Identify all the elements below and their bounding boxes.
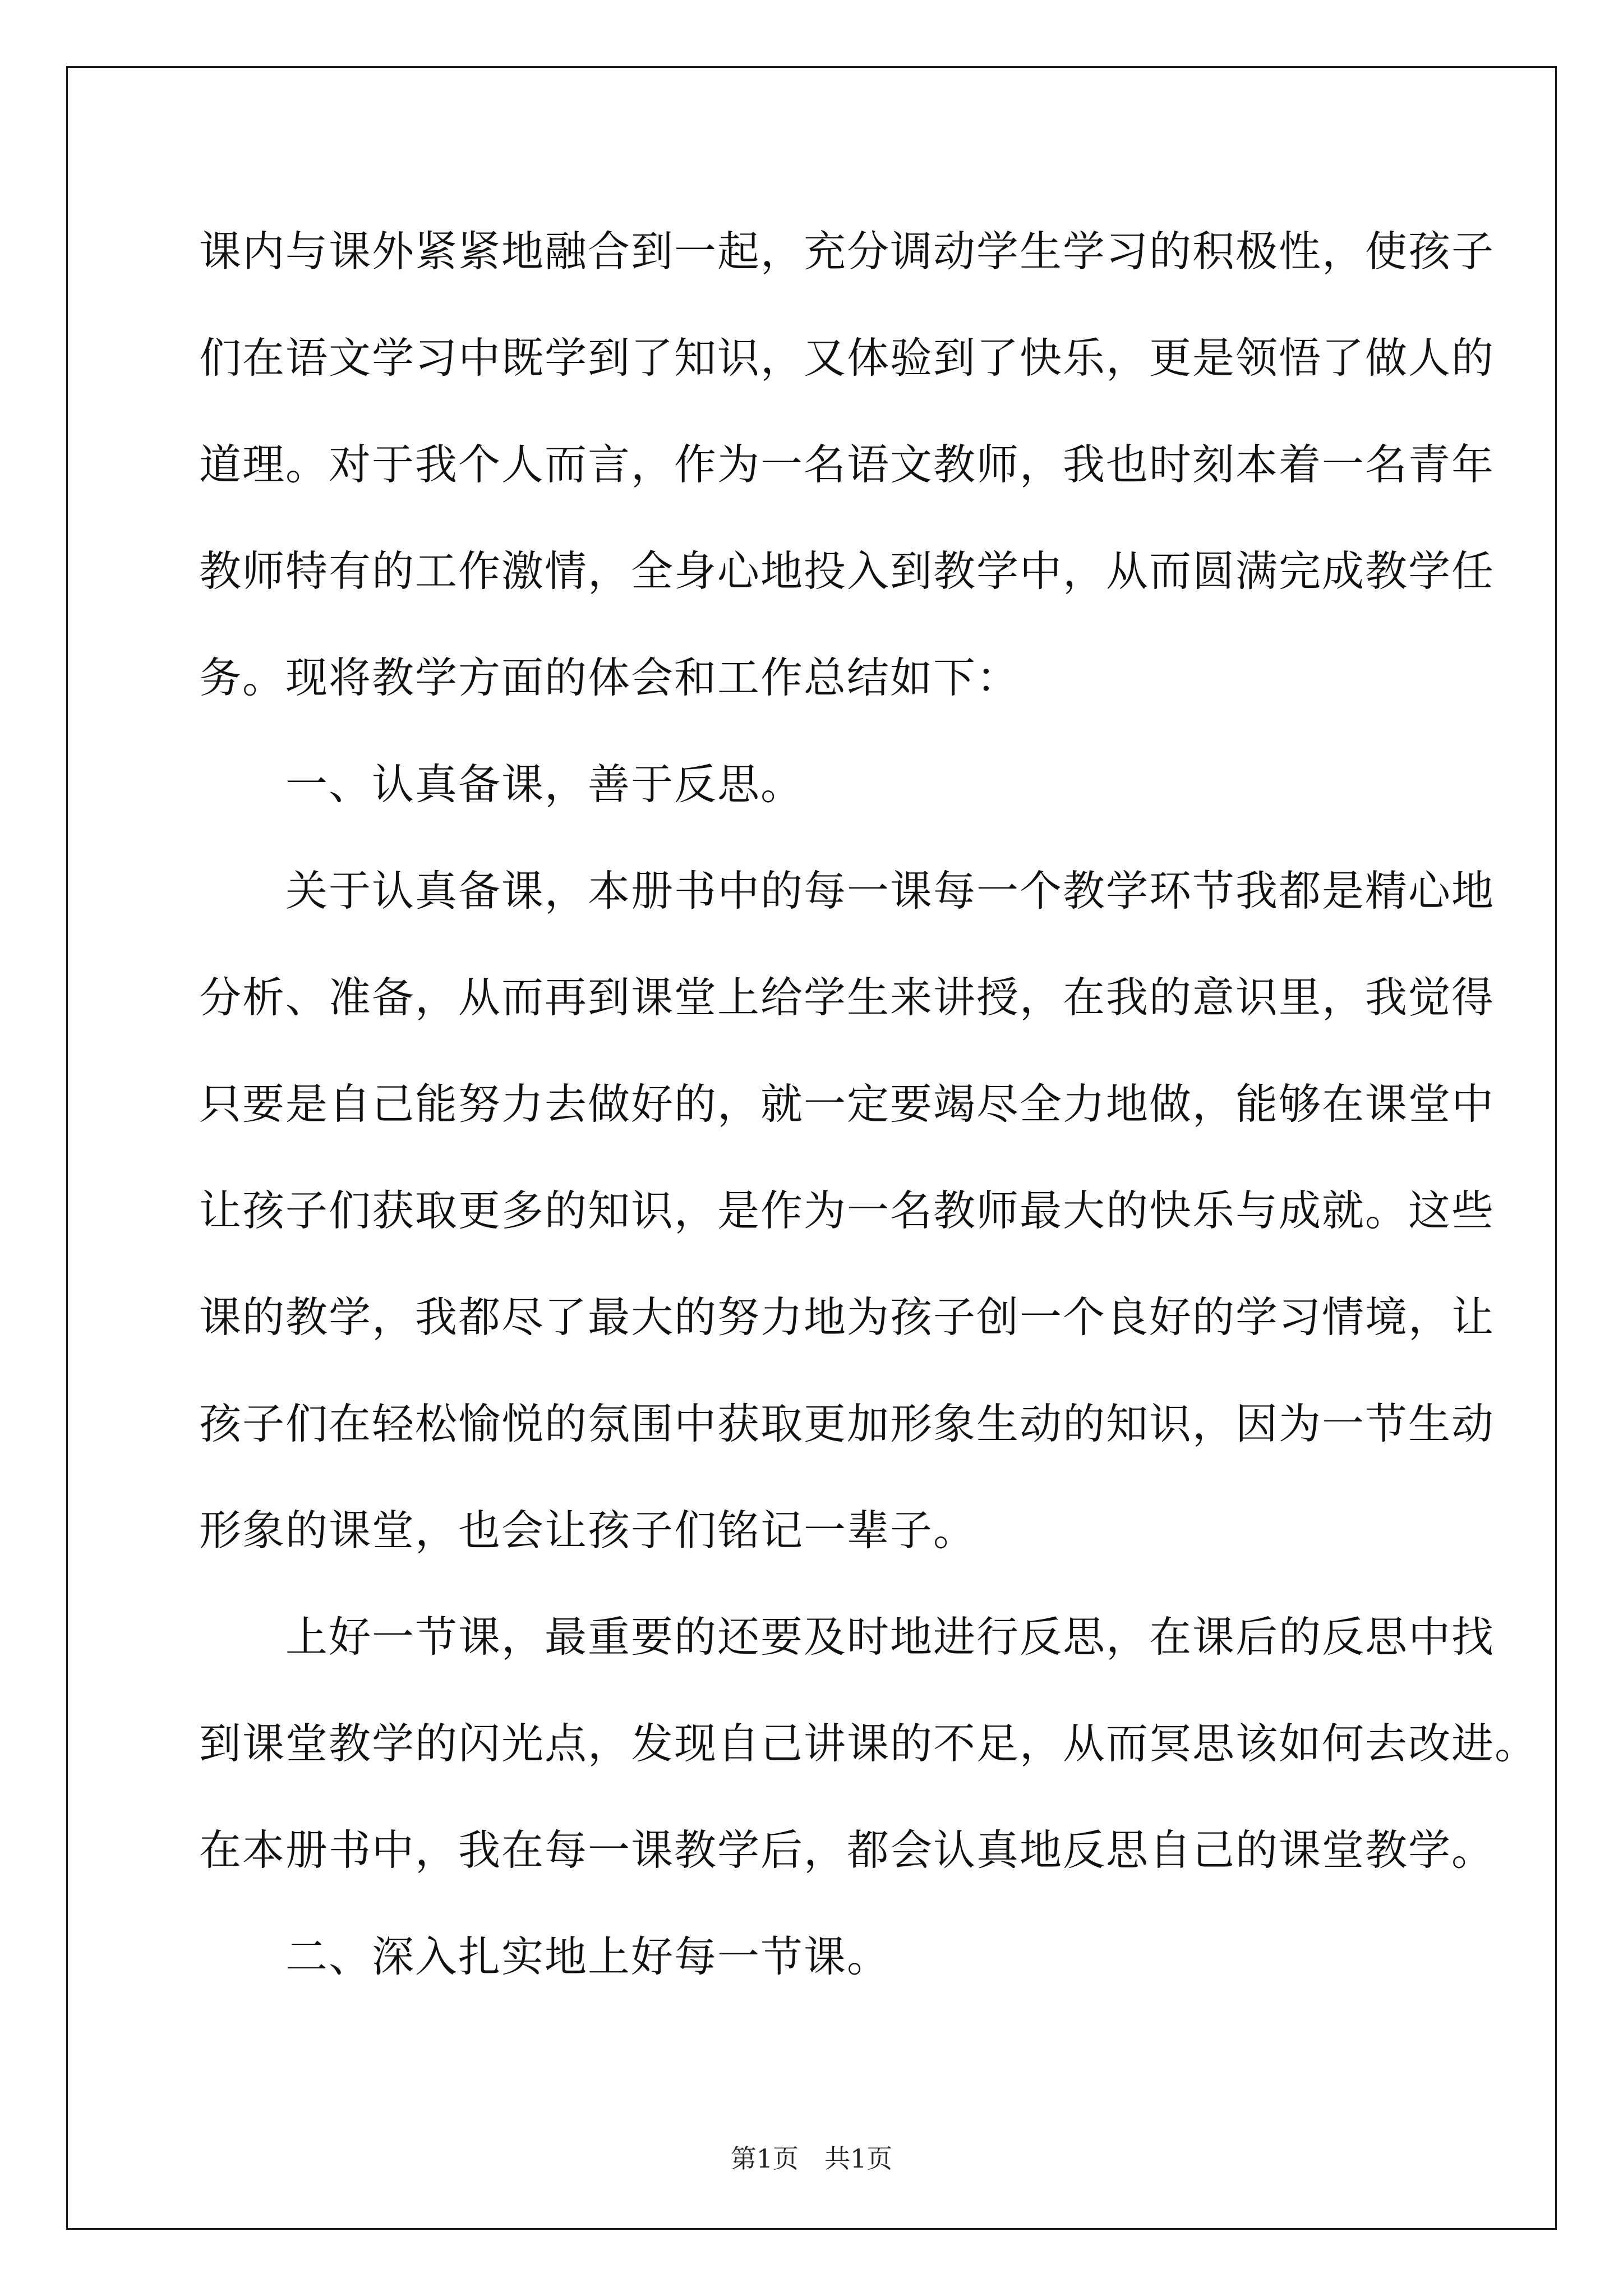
paragraph-line: 让孩子们获取更多的知识，是作为一名教师最大的快乐与成就。这些 bbox=[199, 1186, 1495, 1235]
page-number-footer: 第1页 共1页 bbox=[730, 2143, 893, 2174]
paragraph-line: 只要是自己能努力去做好的，就一定要竭尽全力地做，能够在课堂中 bbox=[199, 1079, 1495, 1129]
paragraph-line: 形象的课堂，也会让孩子们铭记一辈子。 bbox=[199, 1506, 977, 1555]
paragraph-line: 关于认真备课，本册书中的每一课每一个教学环节我都是精心地 bbox=[199, 866, 1495, 915]
paragraph-line: 道理。对于我个人而言，作为一名语文教师，我也时刻本着一名青年 bbox=[199, 440, 1495, 489]
section-heading-2: 二、深入扎实地上好每一节课。 bbox=[199, 1932, 891, 1981]
paragraph-line: 分析、准备，从而再到课堂上给学生来讲授，在我的意识里，我觉得 bbox=[199, 973, 1495, 1022]
paragraph-line: 上好一节课，最重要的还要及时地进行反思，在课后的反思中找 bbox=[199, 1612, 1495, 1662]
paragraph-line: 孩子们在轻松愉悦的氛围中获取更加形象生动的知识，因为一节生动 bbox=[199, 1399, 1495, 1448]
paragraph-line: 在本册书中，我在每一课教学后，都会认真地反思自己的课堂教学。 bbox=[199, 1825, 1495, 1875]
paragraph-line: 务。现将教学方面的体会和工作总结如下： bbox=[199, 653, 1020, 702]
document-body bbox=[199, 206, 1538, 2018]
section-heading-1: 一、认真备课，善于反思。 bbox=[199, 760, 804, 809]
paragraph-line: 到课堂教学的闪光点，发现自己讲课的不足，从而冥思该如何去改进。 bbox=[199, 1719, 1538, 1768]
paragraph-line: 教师特有的工作激情，全身心地投入到教学中，从而圆满完成教学任 bbox=[199, 546, 1495, 596]
paragraph-line: 课内与课外紧紧地融合到一起，充分调动学生学习的积极性，使孩子 bbox=[199, 227, 1495, 276]
paragraph-line: 们在语文学习中既学到了知识，又体验到了快乐，更是领悟了做人的 bbox=[199, 333, 1495, 383]
paragraph-line: 课的教学，我都尽了最大的努力地为孩子创一个良好的学习情境，让 bbox=[199, 1292, 1495, 1342]
